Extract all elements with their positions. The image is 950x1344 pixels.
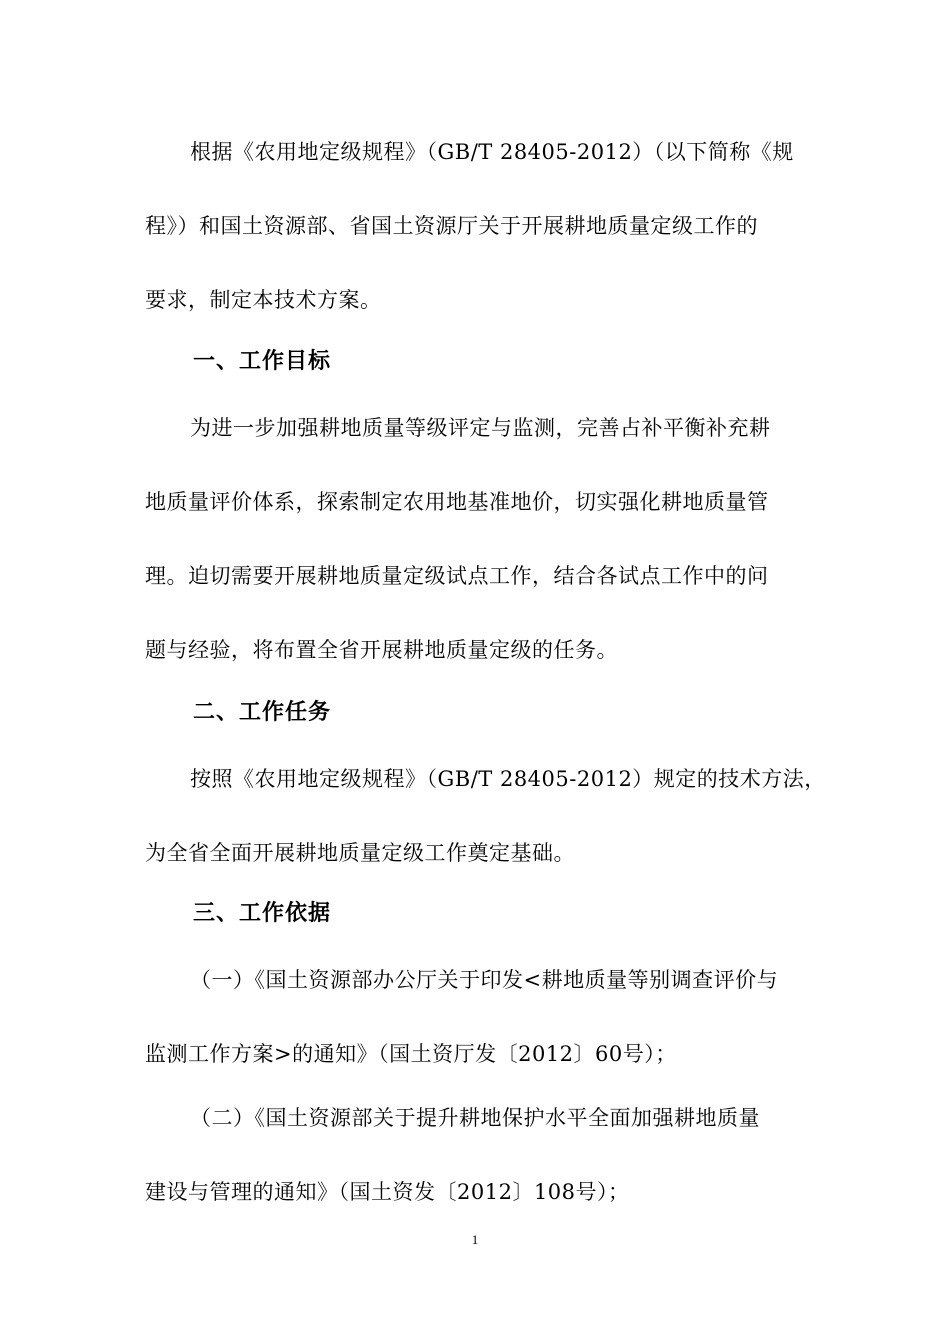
section-1-line-1: 为进一步加强耕地质量等级评定与监测，完善占补平衡补充耕 (190, 416, 771, 440)
section-heading-goals: 一、工作目标 (193, 349, 332, 374)
intro-line-2: 程》）和国土资源部、省国土资源厅关于开展耕地质量定级工作的 (145, 214, 758, 238)
section-heading-tasks: 二、工作任务 (193, 700, 332, 725)
section-1-line-2: 地质量评价体系，探索制定农用地基准地价，切实强化耕地质量管 (145, 490, 769, 514)
intro-line-1: 根据《农用地定级规程》（GB/T 28405-2012）（以下简称《规 (190, 140, 794, 164)
section-heading-basis: 三、工作依据 (193, 901, 332, 926)
section-1-line-4: 题与经验，将布置全省开展耕地质量定级的任务。 (145, 638, 618, 662)
section-3-line-3: （二）《国土资源部关于提升耕地保护水平全面加强耕地质量 (190, 1106, 760, 1130)
page-number: 1 (471, 1232, 479, 1247)
section-2-line-1: 按照《农用地定级规程》（GB/T 28405-2012）规定的技术方法， (190, 767, 826, 791)
section-2-line-2: 为全省全面开展耕地质量定级工作奠定基础。 (145, 841, 575, 865)
section-3-line-1: （一）《国土资源部办公厅关于印发<耕地质量等别调查评价与 (190, 968, 779, 992)
section-3-line-4: 建设与管理的通知》（国土资发〔2012〕108号）； (145, 1180, 630, 1204)
section-1-line-3: 理。迫切需要开展耕地质量定级试点工作，结合各试点工作中的问 (145, 564, 769, 588)
intro-line-3: 要求，制定本技术方案。 (145, 288, 382, 312)
section-3-line-2: 监测工作方案>的通知》（国土资厅发〔2012〕60号）； (145, 1042, 677, 1066)
